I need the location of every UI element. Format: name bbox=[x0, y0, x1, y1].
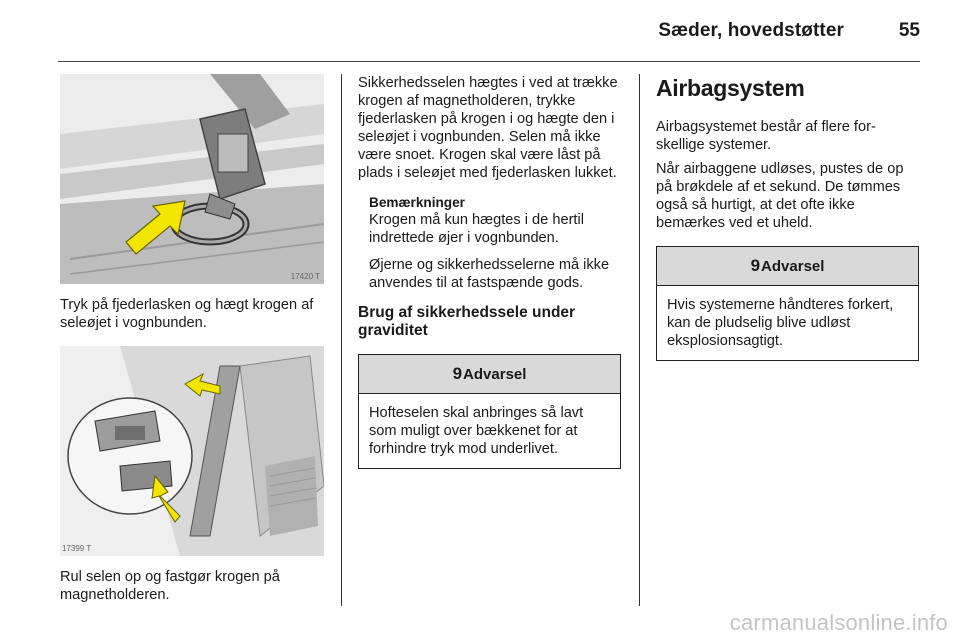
figure-seatbelt-roll-up bbox=[60, 346, 324, 556]
watermark: carmanualsonline.info bbox=[729, 610, 948, 635]
seatbelt-hook-illustration bbox=[60, 74, 324, 284]
figure-caption: Rul selen op og fastgør krogen på magnetholderen. bbox=[60, 569, 280, 603]
right-column bbox=[656, 74, 920, 361]
warning-box bbox=[656, 246, 919, 361]
section-heading: Airbagsystem bbox=[656, 75, 805, 101]
body-paragraph: Airbagsystemet består af flere forskellige systemer. bbox=[656, 119, 876, 153]
body-paragraph: Sikkerhedsselen hægtes i ved at trække krogen af magnetholderen, trykke fjederlasken på krogen i og hægte den i seleøjet i vognbunden. Selen må ikke være snoet. Krogen skal være låst på plads i seleøjet med fjederlasken lukket. bbox=[358, 75, 618, 181]
figure-seatbelt-hook-release bbox=[60, 74, 324, 284]
warning-text: Hofteselen skal anbringes så lavt som muligt over bækkenet for at forhindre tryk mod underlivet. bbox=[369, 405, 584, 457]
warning-title: Advarsel bbox=[463, 365, 527, 383]
warning-icon: 9 bbox=[750, 256, 761, 275]
seatbelt-magnet-illustration bbox=[60, 346, 324, 556]
warning-box bbox=[358, 354, 621, 469]
left-column bbox=[60, 74, 326, 604]
note-text: Krogen må kun hægtes i de hertil indrettede øjer i vognbunden. bbox=[369, 212, 584, 246]
section-subheading: Brug af sikkerhedssele under graviditet bbox=[358, 304, 576, 339]
header-divider bbox=[58, 61, 920, 62]
body-paragraph: Når airbaggene udløses, pustes de op på brøkdele af et sekund. De tømmes også så hurtigt, at det ofte ikke bemærkes ved et uheld. bbox=[656, 161, 904, 231]
column-divider-right bbox=[639, 74, 640, 606]
figure-number: 17420 T bbox=[290, 272, 320, 281]
warning-text: Hvis systemerne håndteres forkert, kan de pludselig blive udløst eksplosionsagtigt. bbox=[667, 297, 894, 349]
page-number: 55 bbox=[898, 20, 920, 41]
middle-column bbox=[358, 74, 623, 469]
warning-header bbox=[359, 355, 620, 394]
note-block bbox=[358, 194, 623, 292]
warning-title: Advarsel bbox=[761, 257, 825, 275]
page-title: Sæder, hovedstøtter bbox=[658, 20, 844, 41]
figure-number: 17399 T bbox=[62, 544, 92, 553]
column-divider-left bbox=[341, 74, 342, 606]
figure-caption: Tryk på fjederlasken og hægt krogen af seleøjet i vognbunden. bbox=[60, 297, 314, 331]
note-title: Bemærkninger bbox=[369, 195, 465, 210]
note-text: Øjerne og sikkerhedsselerne må ikke anvendes til at fastspænde gods. bbox=[369, 257, 610, 291]
warning-header bbox=[657, 247, 918, 286]
warning-icon: 9 bbox=[452, 364, 463, 383]
